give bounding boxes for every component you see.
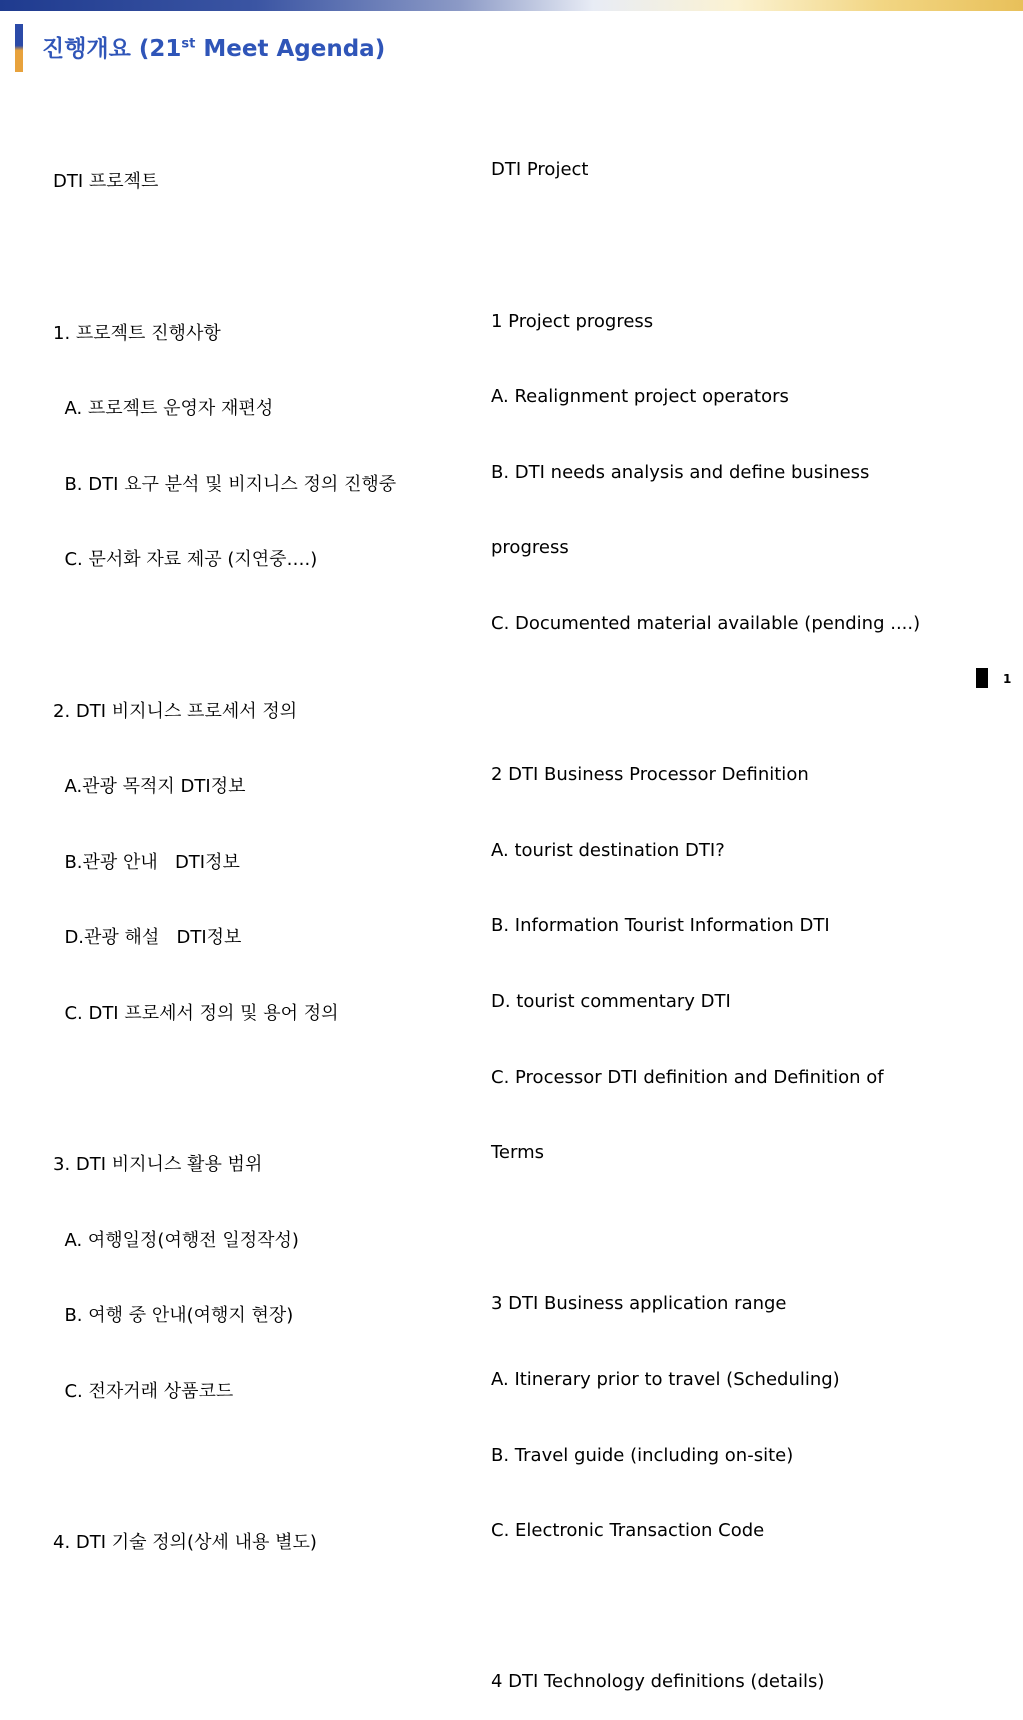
agenda-line: B. DTI needs analysis and define business xyxy=(491,461,870,483)
agenda-line: C. 전자거래 상품코드 xyxy=(53,1380,234,1402)
agenda-line xyxy=(53,245,396,270)
agenda-line xyxy=(53,1455,396,1480)
agenda-line: 1. 프로젝트 진행사항 xyxy=(53,322,221,344)
agenda-line: B. Information Tourist Information DTI xyxy=(491,915,830,937)
english-agenda-column xyxy=(491,107,920,1720)
agenda-line xyxy=(491,233,920,258)
agenda-line xyxy=(491,687,920,712)
title-open: (21 xyxy=(138,36,182,62)
agenda-line: C. 문서화 자료 제공 (지연중….) xyxy=(53,549,318,571)
agenda-line: B. Travel guide (including on-site) xyxy=(491,1444,794,1466)
agenda-line: DTI 프로젝트 xyxy=(53,171,159,193)
agenda-line: 2. DTI 비지니스 프로세서 정의 xyxy=(53,700,298,722)
agenda-line: B. DTI 요구 분석 및 비지니스 정의 진행중 xyxy=(53,473,397,495)
agenda-line xyxy=(53,1077,396,1102)
agenda-line xyxy=(491,1594,920,1619)
agenda-line: 2 DTI Business Processor Definition xyxy=(491,764,809,786)
agenda-line xyxy=(491,1216,920,1241)
agenda-line: C. Electronic Transaction Code xyxy=(491,1520,765,1542)
agenda-line: C. Documented material available (pending ....) xyxy=(491,612,921,634)
agenda-line: C. DTI 프로세서 정의 및 용어 정의 xyxy=(53,1002,339,1024)
agenda-line: A. 여행일정(여행전 일정작성) xyxy=(53,1229,299,1251)
slide-title xyxy=(42,30,385,63)
agenda-line: D.관광 해설 DTI정보 xyxy=(53,927,242,949)
agenda-line: 3. DTI 비지니스 활용 범위 xyxy=(53,1154,263,1176)
agenda-line: B.관광 안내 DTI정보 xyxy=(53,851,240,873)
agenda-line: 4. DTI 기술 정의(상세 내용 별도) xyxy=(53,1532,317,1554)
agenda-line xyxy=(53,623,396,648)
title-korean: 진행개요 xyxy=(42,36,131,62)
agenda-line: A. 프로젝트 운영자 재편성 xyxy=(53,398,274,420)
page-marker xyxy=(976,668,988,688)
agenda-line: 3 DTI Business application range xyxy=(491,1293,787,1315)
top-gradient-bar xyxy=(0,0,1023,11)
agenda-line: 1 Project progress xyxy=(491,310,654,332)
agenda-line: progress xyxy=(491,537,569,559)
page-number: 1 xyxy=(1003,672,1012,686)
agenda-line: A. tourist destination DTI? xyxy=(491,839,725,861)
agenda-line: C. Processor DTI definition and Definition of xyxy=(491,1066,884,1088)
agenda-line: D. tourist commentary DTI xyxy=(491,990,731,1012)
title-accent-bar xyxy=(15,24,23,72)
agenda-line: 4 DTI Technology definitions (details) xyxy=(491,1671,825,1693)
agenda-line: B. 여행 중 안내(여행지 현장) xyxy=(53,1305,294,1327)
agenda-line: Terms xyxy=(491,1142,545,1164)
agenda-line: A. Itinerary prior to travel (Scheduling) xyxy=(491,1368,840,1390)
title-superscript: st xyxy=(181,36,196,52)
title-rest: Meet Agenda) xyxy=(195,36,386,62)
korean-agenda-column xyxy=(53,119,396,1580)
agenda-line: DTI Project xyxy=(491,159,589,181)
agenda-line: A.관광 목적지 DTI정보 xyxy=(53,776,246,798)
agenda-line: A. Realignment project operators xyxy=(491,386,789,408)
